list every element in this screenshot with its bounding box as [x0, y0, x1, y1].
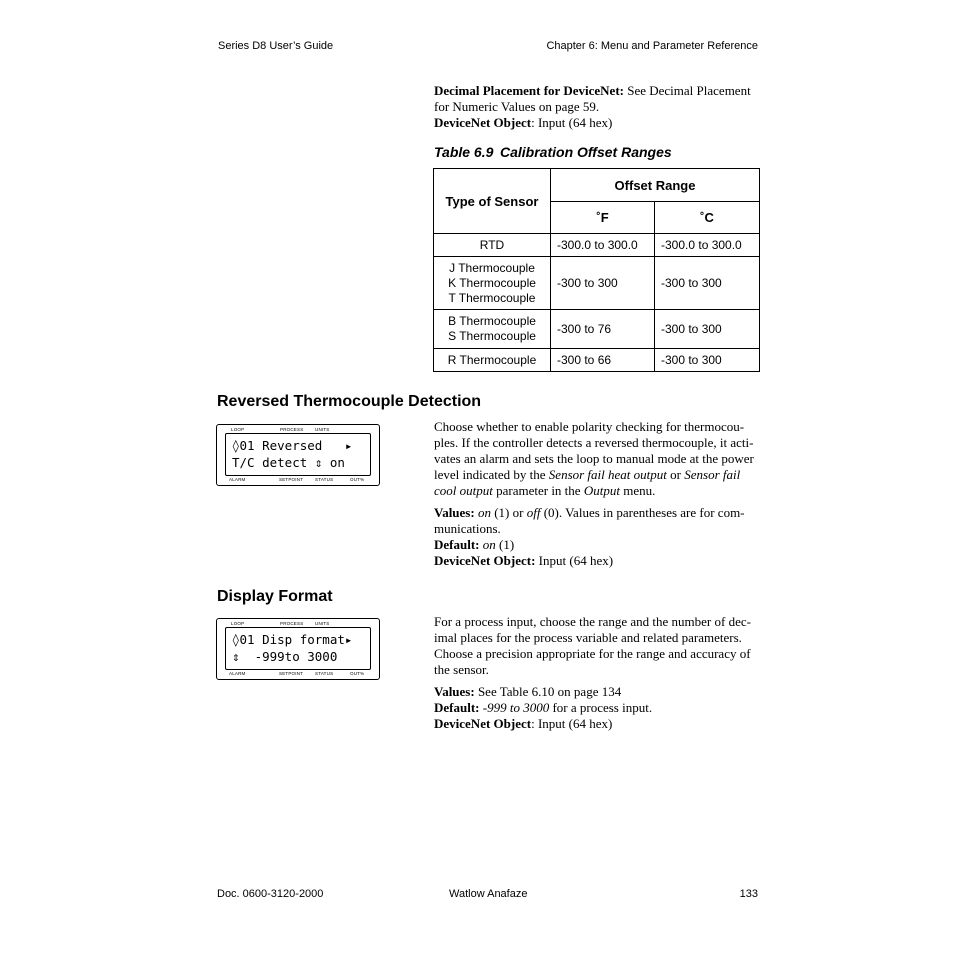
- lcd-label-setpoint: SETPOINT: [279, 477, 304, 482]
- footer-company: Watlow Anafaze: [449, 888, 528, 900]
- lcd-display-reversed-tc: [216, 424, 380, 486]
- value-on: on: [477, 505, 491, 520]
- lcd-label-out: OUT%: [350, 477, 365, 482]
- lcd-line-2: ⇕ -999to 3000: [232, 649, 338, 664]
- sensor-cell: [434, 257, 551, 310]
- lcd-display-format: [216, 618, 380, 680]
- section1-description: [434, 419, 762, 499]
- section-heading-display-format: Display Format: [217, 588, 333, 605]
- celsius-cell: -300 to 300: [655, 349, 760, 372]
- lcd-screen: [225, 433, 371, 476]
- sensor-cell: [434, 234, 551, 257]
- decimal-placement-paragraph: [434, 83, 762, 131]
- celsius-cell: -300 to 300: [655, 257, 760, 310]
- sensor-name: T Thermocouple: [448, 290, 536, 305]
- description-text: parameter in the: [492, 483, 584, 498]
- devicenet-object-text: Input (64 hex): [535, 553, 614, 568]
- lcd-label-loop: LOOP: [231, 427, 245, 432]
- table-row: [434, 234, 760, 257]
- column-header-sensor: Type of Sensor: [434, 169, 551, 234]
- devicenet-object-label: DeviceNet Object: [434, 716, 532, 731]
- table-row: [434, 310, 760, 349]
- lcd-label-units: UNITS: [315, 621, 330, 626]
- fahrenheit-cell: -300 to 66: [551, 349, 655, 372]
- lcd-label-loop: LOOP: [231, 621, 245, 626]
- default-label: Default:: [434, 700, 480, 715]
- sensor-cell: [434, 310, 551, 349]
- column-header-celsius: ˚C: [655, 202, 760, 234]
- sensor-cell: [434, 349, 551, 372]
- sensor-fail-cool-output-ref: Sensor fail cool output: [434, 467, 741, 498]
- column-header-offset-range: Offset Range: [551, 169, 760, 202]
- devicenet-object-label: DeviceNet Object: [434, 115, 532, 130]
- intro-block: [434, 83, 762, 131]
- lcd-line-1: ◊01 Disp format▸: [232, 632, 353, 647]
- lcd-label-alarm: ALARM: [229, 671, 246, 676]
- default-value: -999 to 3000: [482, 700, 550, 715]
- header-guide-title: Series D8 User’s Guide: [218, 40, 334, 52]
- table-caption-title: Calibration Offset Ranges: [500, 144, 672, 160]
- lcd-label-status: STATUS: [315, 477, 334, 482]
- decimal-placement-text: See Decimal Placement for Numeric Values on page 59.: [434, 83, 751, 114]
- description-text: Choose whether to enable polarity checking for thermocou-ples. If the controller detects a reversed thermocouple, it acti-vates an alarm and sets the loop to manual mode at the power level indicated by the: [434, 419, 754, 482]
- default-value: on: [482, 537, 496, 552]
- values-label: Values:: [434, 684, 475, 699]
- description-text: or: [666, 467, 685, 482]
- celsius-cell: -300 to 300: [655, 310, 760, 349]
- lcd-line-2: T/C detect ⇕ on: [232, 455, 345, 470]
- sensor-name: RTD: [479, 237, 505, 252]
- section1-body: [434, 419, 762, 569]
- table-header-row: [434, 169, 760, 202]
- output-menu-ref: Output: [583, 483, 620, 498]
- sensor-name: K Thermocouple: [448, 275, 536, 290]
- table-caption: [434, 144, 672, 160]
- value-off: off: [526, 505, 541, 520]
- default-label: Default:: [434, 537, 480, 552]
- fahrenheit-cell: -300.0 to 300.0: [551, 234, 655, 257]
- section-heading-reversed-thermocouple: Reversed Thermocouple Detection: [217, 393, 482, 410]
- devicenet-object-label: DeviceNet Object:: [434, 553, 536, 568]
- celsius-cell: -300.0 to 300.0: [655, 234, 760, 257]
- calibration-offset-table: [433, 168, 760, 372]
- sensor-name: R Thermocouple: [447, 352, 537, 367]
- footer-page-number: 133: [739, 888, 758, 900]
- description-text: menu.: [619, 483, 656, 498]
- values-text: (0). Values in parentheses are for com-munications.: [434, 505, 745, 536]
- values-label: Values:: [434, 505, 475, 520]
- column-header-fahrenheit: ˚F: [551, 202, 655, 234]
- lcd-label-process: PROCESS: [280, 427, 304, 432]
- fahrenheit-cell: -300 to 300: [551, 257, 655, 310]
- values-text: See Table 6.10 on page 134: [474, 684, 622, 699]
- sensor-name: B Thermocouple: [448, 314, 536, 328]
- lcd-label-status: STATUS: [315, 671, 334, 676]
- devicenet-object-text: : Input (64 hex): [531, 716, 613, 731]
- table-row: [434, 257, 760, 310]
- fahrenheit-cell: -300 to 76: [551, 310, 655, 349]
- lcd-screen: [225, 627, 371, 670]
- values-text: (1) or: [490, 505, 527, 520]
- section2-values: [434, 684, 762, 732]
- lcd-label-units: UNITS: [315, 427, 330, 432]
- devicenet-object-text: : Input (64 hex): [531, 115, 613, 130]
- lcd-label-alarm: ALARM: [229, 477, 246, 482]
- default-text: (1): [495, 537, 515, 552]
- sensor-fail-heat-output-ref: Sensor fail heat output: [548, 467, 667, 482]
- footer-doc-number: Doc. 0600-3120-2000: [217, 888, 324, 900]
- section2-description: For a process input, choose the range and the number of dec-imal places for the process variable and related parameters. Choose a precision appropriate for the range and accuracy of the sensor.: [434, 614, 751, 677]
- lcd-label-setpoint: SETPOINT: [279, 671, 304, 676]
- lcd-label-out: OUT%: [350, 671, 365, 676]
- section2-body: [434, 614, 762, 732]
- table-caption-number: Table 6.9: [434, 144, 494, 160]
- sensor-name: J Thermocouple: [449, 260, 535, 275]
- lcd-label-process: PROCESS: [280, 621, 304, 626]
- default-text: for a process input.: [549, 700, 653, 715]
- sensor-name: S Thermocouple: [448, 329, 536, 343]
- table-row: [434, 349, 760, 372]
- header-chapter-title: Chapter 6: Menu and Parameter Reference: [546, 40, 758, 52]
- lcd-line-1: ◊01 Reversed ▸: [232, 438, 353, 453]
- section1-values: [434, 505, 762, 569]
- decimal-placement-label: Decimal Placement for DeviceNet:: [434, 83, 624, 98]
